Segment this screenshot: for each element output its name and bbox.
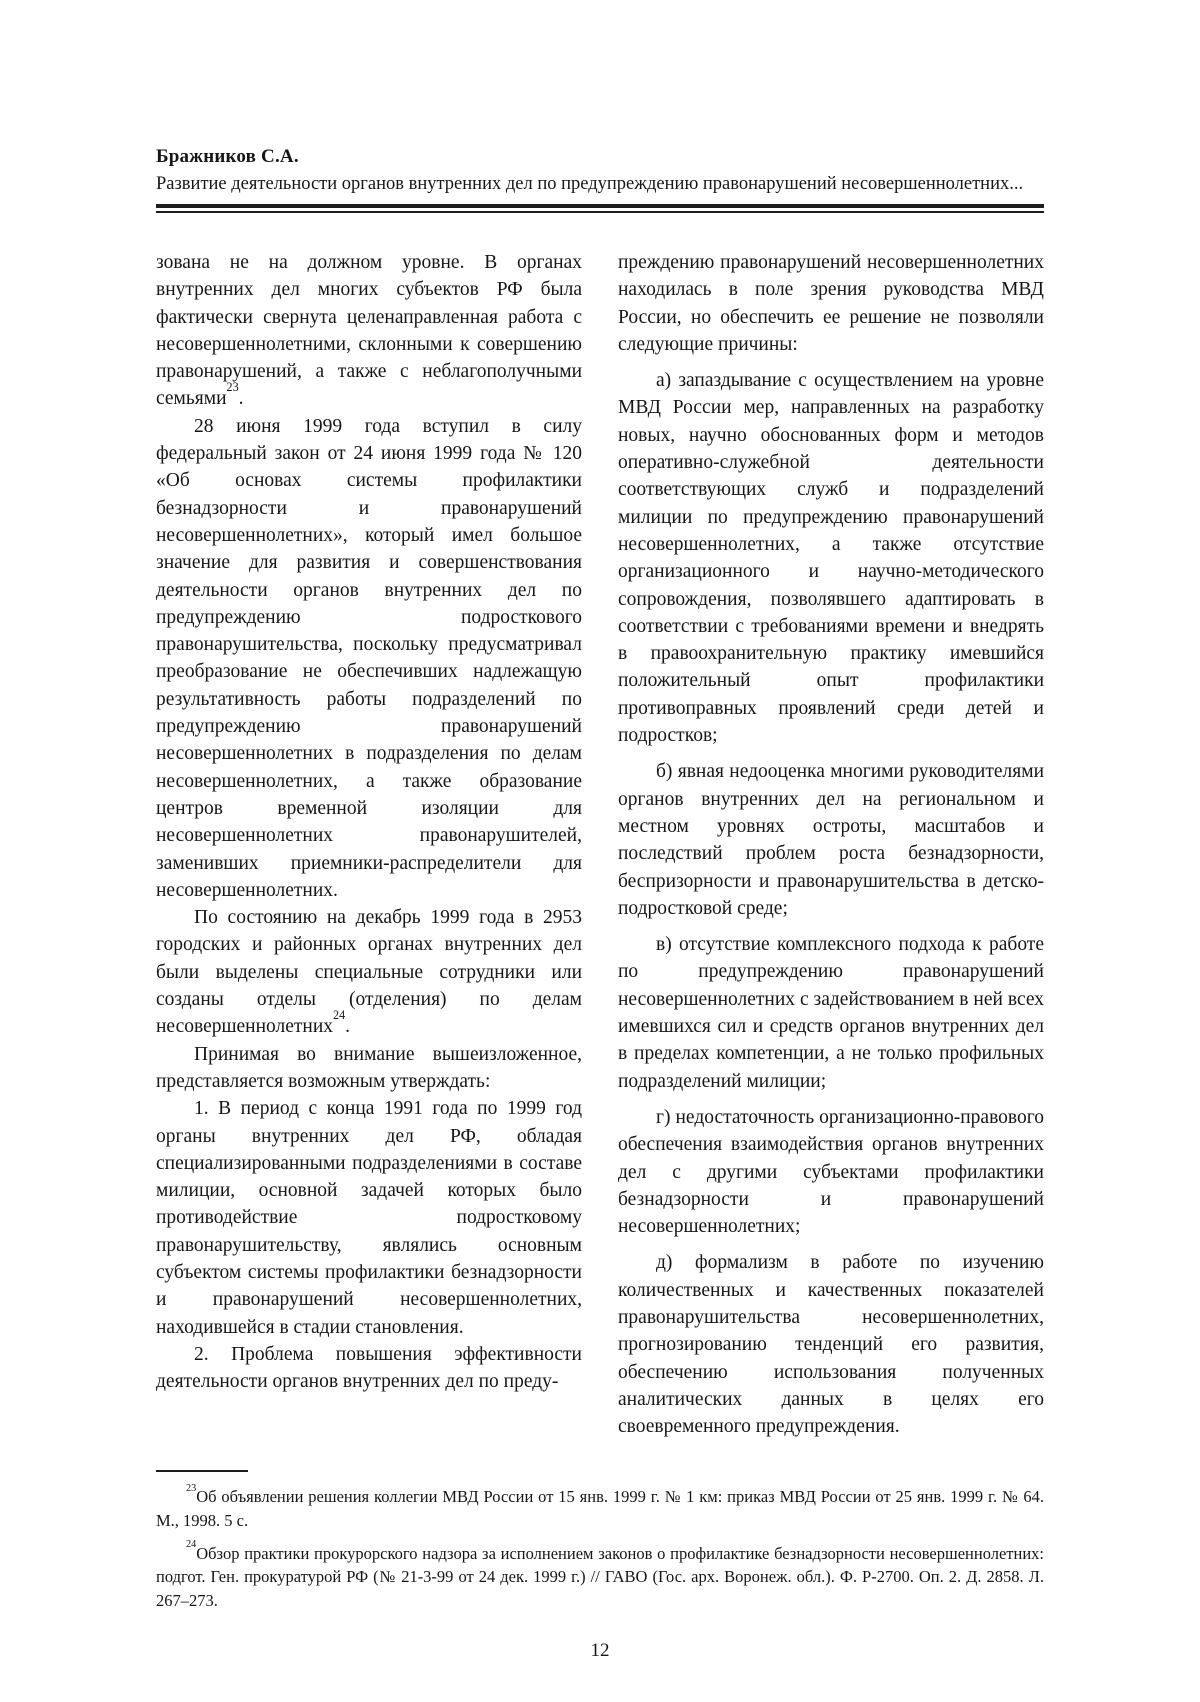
left-column bbox=[156, 249, 582, 1440]
header-rule bbox=[156, 204, 1044, 213]
paragraph: а) запаздывание с осуществлением на уровне МВД России мер, направленных на разработку новых, научно обоснованных форм и методов оперативно-служебной деятельности соответствующих служб и подразделений милиции по предупреждению правонарушений несовершеннолетних, а также отсутствие организационного и научно-методического сопровождения, позволявшего адаптировать в соответствии с требованиями времени и внедрять в правоохранительную практику имевшийся положительный опыт профилактики противоправных проявлений среди детей и подростков; bbox=[618, 370, 1044, 747]
footnote: $^{23}$Об объявлении решения коллегии МВД России от 15 янв. 1999 г. № 1 км: приказ МВД России от 25 янв. 1999 г. № 64. М., 1998. 5 с. bbox=[156, 1482, 1044, 1531]
footnote-list bbox=[156, 1482, 1044, 1612]
paragraph: зована не на должном уровне. В органах внутренних дел многих субъектов РФ была фактически свернута целенаправленная работа с несовершеннолетними, склонными к совершению правонарушений, а также с неблагополучными семьями$^{23}$. bbox=[156, 252, 582, 410]
page-header bbox=[156, 146, 1044, 213]
paragraph: 28 июня 1999 года вступил в силу федеральный закон от 24 июня 1999 года № 120 «Об основах системы профилактики безнадзорности и правонарушений несовершеннолетних», который имел большое значение для развития и совершенствования деятельности органов внутренних дел по предупреждению подросткового правонарушительства, поскольку предусматривал преобразование не обеспечивших надлежащую результативность работы подразделений по предупреждению правонарушений несовершеннолетних в подразделения по делам несовершеннолетних, а также образование центров временной изоляции для несовершеннолетних правонарушителей, заменивших приемники-распределители для несовершеннолетних. bbox=[156, 415, 582, 901]
paragraph: в) отсутствие комплексного подхода к работе по предупреждению правонарушений несовершеннолетних с задействованием в ней всех имевшихся сил и средств органов внутренних дел в пределах компетенции, а не только профильных подразделений милиции; bbox=[618, 934, 1044, 1092]
paragraph: г) недостаточность организационно-правового обеспечения взаимодействия органов внутренних дел с другими субъектами профилактики безнадзорности и правонарушений несовершеннолетних; bbox=[618, 1106, 1044, 1238]
footnote: $^{24}$Обзор практики прокурорского надзора за исполнением законов о профилактике безнадзорности несовершеннолетних: подгот. Ген. прокуратурой РФ (№ 21-3-99 от 24 дек. 1999 г.) // ГАВО (Гос. арх. Воронеж. обл.). Ф. Р-2700. Оп. 2. Д. 2858. Л. 267–273. bbox=[156, 1539, 1044, 1610]
paragraph: 2. Проблема повышения эффективности деятельности органов внутренних дел по преду- bbox=[156, 1343, 582, 1393]
footnote-ref: 23 bbox=[226, 379, 239, 394]
footnote-ref: 24 bbox=[186, 1539, 197, 1551]
page-number: 12 bbox=[590, 1640, 610, 1662]
footnote-ref: 23 bbox=[186, 1482, 197, 1494]
paragraph: б) явная недооценка многими руководителями органов внутренних дел на региональном и местном уровнях остроты, масштабов и последствий проблем роста безнадзорности, беспризорности и правонарушительства в детско-подростковой среде; bbox=[618, 761, 1044, 919]
running-title: Развитие деятельности органов внутренних дел по предупреждению правонарушений несовершеннолетних... bbox=[156, 174, 1024, 194]
author-name: Бражников С.А. bbox=[156, 146, 299, 167]
right-column bbox=[618, 249, 1044, 1440]
footnote-separator bbox=[156, 1470, 248, 1472]
body-columns bbox=[156, 249, 1044, 1440]
footnotes-section bbox=[156, 1470, 1044, 1612]
paragraph: 1. В период с конца 1991 года по 1999 год органы внутренних дел РФ, обладая специализированными подразделениями в составе милиции, основной задачей которых было противодействие подростковому правонарушительству, являлись основным субъектом системы профилактики безнадзорности и правонарушений несовершеннолетних, находившейся в стадии становления. bbox=[156, 1098, 582, 1338]
paragraph: Принимая во внимание вышеизложенное, представляется возможным утверждать: bbox=[156, 1043, 582, 1092]
paragraph: По состоянию на декабрь 1999 года в 2953 городских и районных органах внутренних дел были выделены специальные сотрудники или созданы отделы (отделения) по делам несовершеннолетних$^{24}$. bbox=[156, 907, 582, 1038]
paragraph: преждению правонарушений несовершеннолетних находилась в поле зрения руководства МВД России, но обеспечить ее решение не позволяли следующие причины: bbox=[618, 252, 1044, 355]
paragraph: д) формализм в работе по изучению количественных и качественных показателей правонарушительства несовершеннолетних, прогнозированию тенденций его развития, обеспечению использования полученных аналитических данных в целях его своевременного предупреждения. bbox=[618, 1252, 1044, 1438]
footnote-ref: 24 bbox=[333, 1007, 346, 1022]
